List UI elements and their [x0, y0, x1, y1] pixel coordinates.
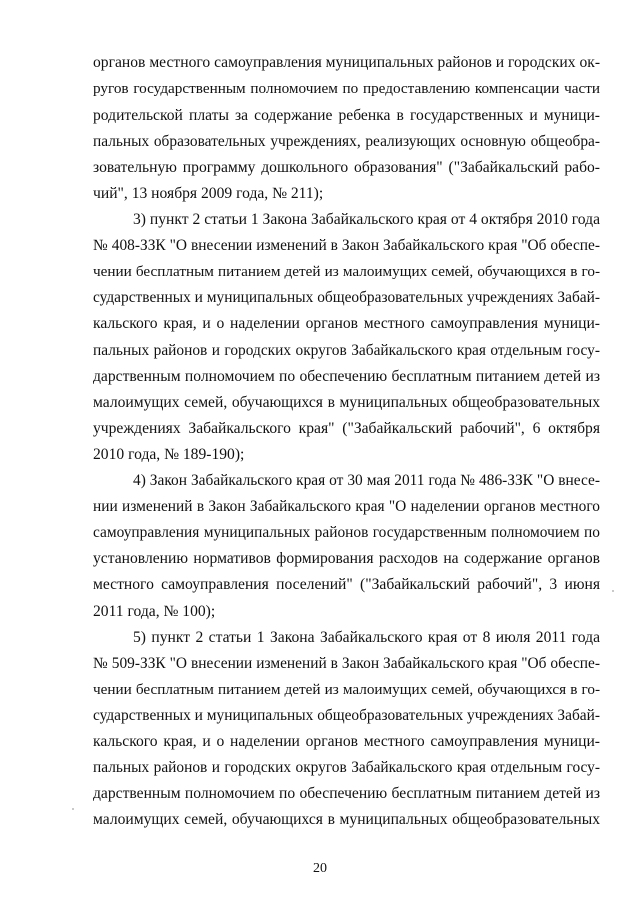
text-line: учреждениях Забайкальского края" ("Забайкальский рабочий", 6 октября: [93, 420, 600, 437]
text-line: нии изменений в Закон Забайкальского края "О наделении органов местного: [93, 498, 600, 515]
text-line: 2011 года, № 100);: [93, 603, 216, 620]
text-line: местного самоуправления поселений" ("Забайкальский рабочий", 3 июня: [93, 576, 600, 593]
text-line: малоимущих семей, обучающихся в муниципальных общеобразовательных: [93, 394, 600, 411]
text-line: дарственным полномочием по обеспечению бесплатным питанием детей из: [93, 785, 600, 802]
text-line: зовательную программу дошкольного образования" ("Забайкальский рабо-: [93, 159, 600, 176]
text-line: чении бесплатным питанием детей из малоимущих семей, обучающихся в го-: [93, 681, 600, 698]
text-line: сударственных и муниципальных общеобразовательных учреждениях Забай-: [93, 707, 600, 724]
page-number: 20: [313, 861, 327, 876]
text-line: пальных районов и городских округов Забайкальского края отдельным госу-: [93, 342, 600, 359]
text-line: 2010 года, № 189-190);: [93, 446, 245, 463]
text-line: самоуправления муниципальных районов государственным полномочием по: [93, 524, 600, 541]
text-line: установлению нормативов формирования расходов на содержание органов: [93, 550, 600, 567]
text-line: 3) пункт 2 статьи 1 Закона Забайкальского края от 4 октября 2010 года: [133, 211, 600, 228]
text-line: пальных районов и городских округов Забайкальского края отдельным госу-: [93, 759, 600, 776]
text-line: 4) Закон Забайкальского края от 30 мая 2011 года № 486-ЗЗК "О внесе-: [133, 472, 600, 489]
scan-speck: [72, 808, 74, 810]
text-line: родительской платы за содержание ребенка в государственных и муници-: [93, 107, 600, 124]
text-line: дарственным полномочием по обеспечению бесплатным питанием детей из: [93, 368, 600, 385]
text-line: чении бесплатным питанием детей из малоимущих семей, обучающихся в го-: [93, 263, 600, 280]
scan-speck: [612, 590, 614, 592]
text-line: органов местного самоуправления муниципальных районов и городских ок-: [93, 54, 601, 71]
text-line: кальского края, и о наделении органов местного самоуправления муници-: [93, 733, 600, 750]
text-line: сударственных и муниципальных общеобразовательных учреждениях Забай-: [93, 289, 600, 306]
text-line: кальского края, и о наделении органов местного самоуправления муници-: [93, 315, 600, 332]
text-line: пальных образовательных учреждениях, реализующих основную общеобра-: [93, 133, 600, 150]
text-line: ругов государственным полномочием по предоставлению компенсации части: [93, 80, 600, 97]
text-line: № 509-ЗЗК "О внесении изменений в Закон Забайкальского края "Об обеспе-: [93, 655, 600, 672]
text-line: чий", 13 ноября 2009 года, № 211);: [93, 185, 324, 202]
text-line: 5) пункт 2 статьи 1 Закона Забайкальского края от 8 июля 2011 года: [133, 629, 600, 646]
text-line: малоимущих семей, обучающихся в муниципальных общеобразовательных: [93, 811, 600, 828]
text-line: № 408-ЗЗК "О внесении изменений в Закон Забайкальского края "Об обеспе-: [93, 237, 600, 254]
